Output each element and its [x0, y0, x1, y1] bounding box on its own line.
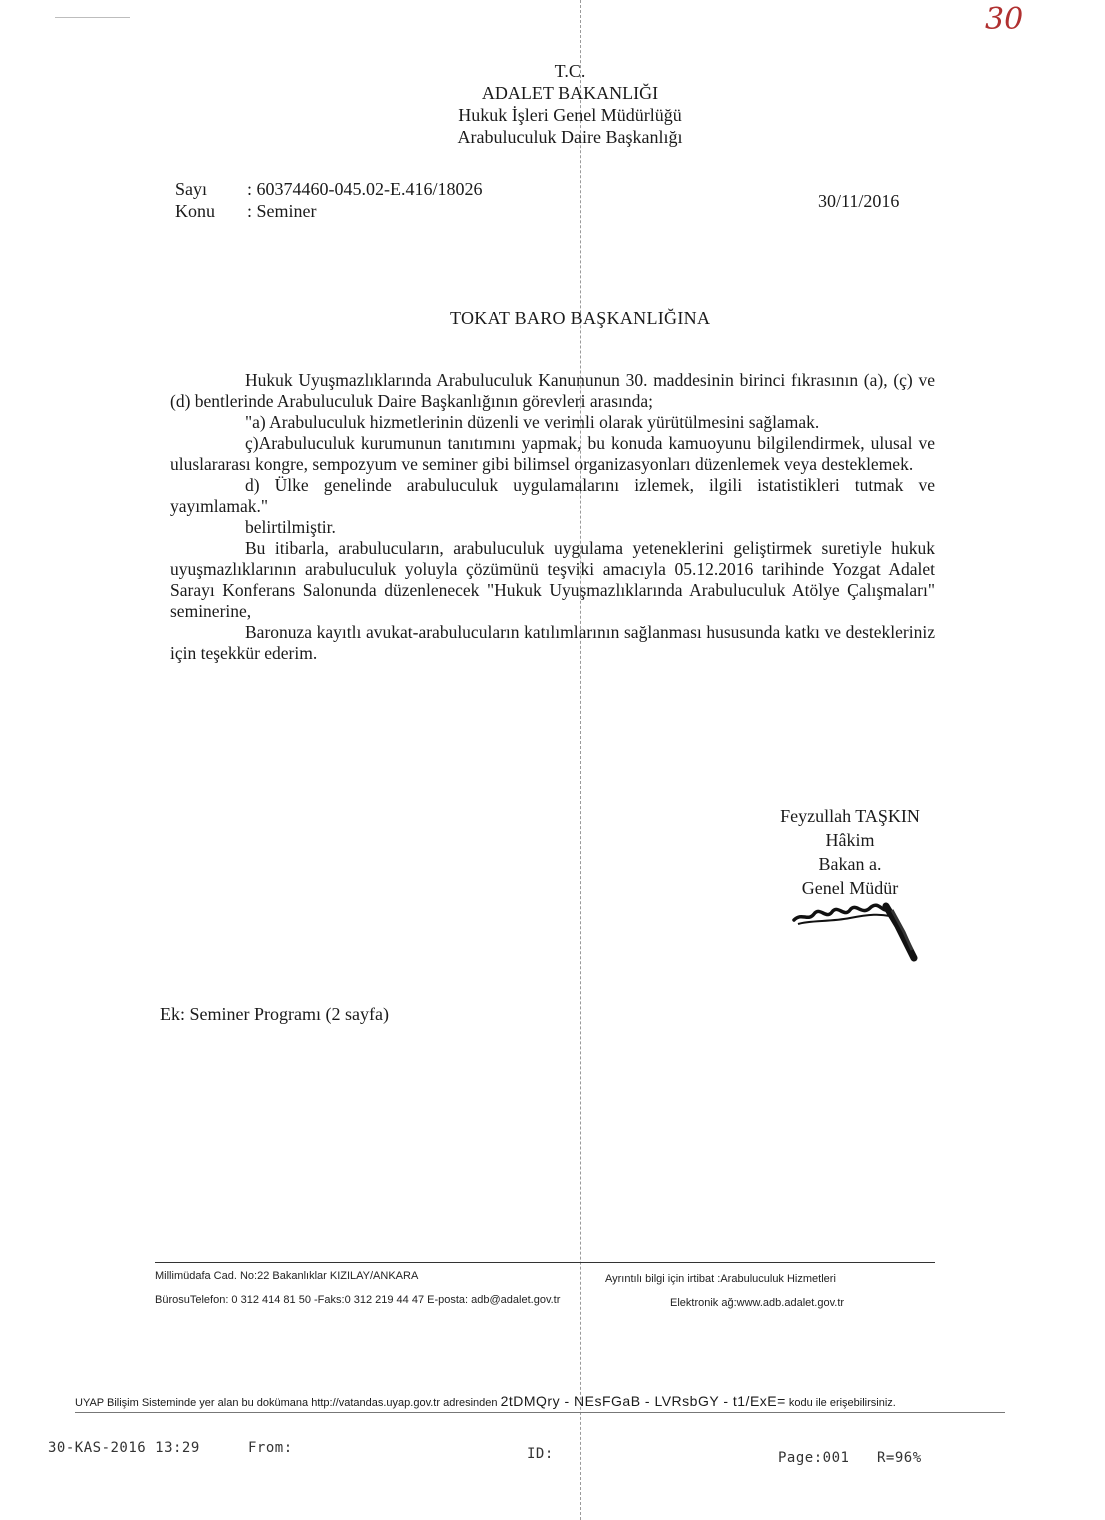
uyap-code: 2tDMQry - NEsFGaB - LVRsbGY - t1/ExE= [500, 1393, 786, 1409]
body-paragraph: Baronuza kayıtlı avukat-arabulucuların katılımlarının sağlanması hususunda katkı ve destekleriniz için teşekkür ederim. [170, 622, 935, 663]
letterhead-line-2: ADALET BAKANLIĞI [481, 83, 659, 103]
signature-block [760, 804, 940, 900]
letterhead-line-4: Arabuluculuk Daire Başkanlığı [457, 127, 683, 147]
body-paragraph: belirtilmiştir. [245, 517, 336, 537]
signer-title: Genel Müdür [801, 878, 899, 898]
attachment-note: Ek: Seminer Programı (2 sayfa) [160, 1004, 389, 1024]
fax-from: From: [248, 1440, 293, 1456]
fax-ratio: R=96% [877, 1450, 922, 1466]
fax-id: ID: [527, 1446, 554, 1462]
page-number-mark: 30 [985, 2, 1024, 37]
uyap-prefix: UYAP Bilişim Sisteminde yer alan bu dokümana http://vatandas.uyap.gov.tr adresinden [75, 1397, 498, 1409]
e-signature-mark [790, 892, 925, 972]
letter-date: 30/11/2016 [818, 191, 900, 211]
letter-body [170, 370, 935, 664]
body-paragraph: ç)Arabuluculuk kurumunun tanıtımını yapmak, bu konuda kamuoyunu bilgilendirmek, ulusal ve uluslararası kongre, sempozyum ve seminer gibi bilimsel organizasyonları düzenlemek veya desteklemek. [170, 433, 935, 474]
body-paragraph: Bu itibarla, arabulucuların, arabuluculuk uygulama yeteneklerini geliştirmek suretiyle hukuk uyuşmazlıklarının arabuluculuk yoluyla çözümünü teşviki amacıyla 05.12.2016 tarihinde Yozgat Adalet Sarayı Konferans Salonunda düzenlenecek "Hukuk Uyuşmazlıklarında Arabuluculuk Atölye Çalışmaları" seminerine, [170, 538, 935, 621]
signer-title: Bakan a. [818, 854, 882, 874]
uyap-suffix: kodu ile erişebilirsiniz. [788, 1397, 896, 1409]
addressee: TOKAT BARO BAŞKANLIĞINA [450, 308, 711, 328]
konu-value: : Seminer [247, 201, 317, 221]
signer-title: Hâkim [825, 830, 875, 850]
footer-address: Millimüdafa Cad. No:22 Bakanlıklar KIZILAY/ANKARA [155, 1270, 419, 1282]
reference-block [175, 178, 483, 222]
letterhead-line-1: T.C. [554, 61, 586, 81]
scan-artifact-line [55, 17, 130, 18]
letterhead [380, 60, 760, 148]
body-paragraph: "a) Arabuluculuk hizmetlerinin düzenli ve verimli olarak yürütülmesini sağlamak. [245, 412, 820, 432]
fold-line [580, 0, 581, 1520]
sayi-value: : 60374460-045.02-E.416/18026 [247, 179, 483, 199]
fax-datetime: 30-KAS-2016 13:29 [48, 1440, 200, 1456]
footer-phones: BürosuTelefon: 0 312 414 81 50 -Faks:0 312 219 44 47 E-posta: adb@adalet.gov.tr [155, 1294, 561, 1306]
body-paragraph: d) Ülke genelinde arabuluculuk uygulamalarını izlemek, ilgili istatistikleri tutmak ve yayımlamak." [170, 475, 935, 516]
signer-name: Feyzullah TAŞKIN [780, 806, 920, 826]
uyap-verification [75, 1393, 896, 1409]
body-paragraph: Hukuk Uyuşmazlıklarında Arabuluculuk Kanununun 30. maddesinin birinci fıkrasının (a), (ç) ve (d) bentlerinde Arabuluculuk Daire Başkanlığının görevleri arasında; [170, 370, 935, 411]
footer-contact: Ayrıntılı bilgi için irtibat :Arabuluculuk Hizmetleri [605, 1273, 836, 1285]
footer-web: Elektronik ağ:www.adb.adalet.gov.tr [670, 1297, 845, 1309]
footer-divider [155, 1262, 935, 1263]
letterhead-line-3: Hukuk İşleri Genel Müdürlüğü [458, 105, 682, 125]
konu-label: Konu [175, 201, 215, 221]
sayi-label: Sayı [175, 179, 208, 199]
fax-page: Page:001 [778, 1450, 850, 1466]
